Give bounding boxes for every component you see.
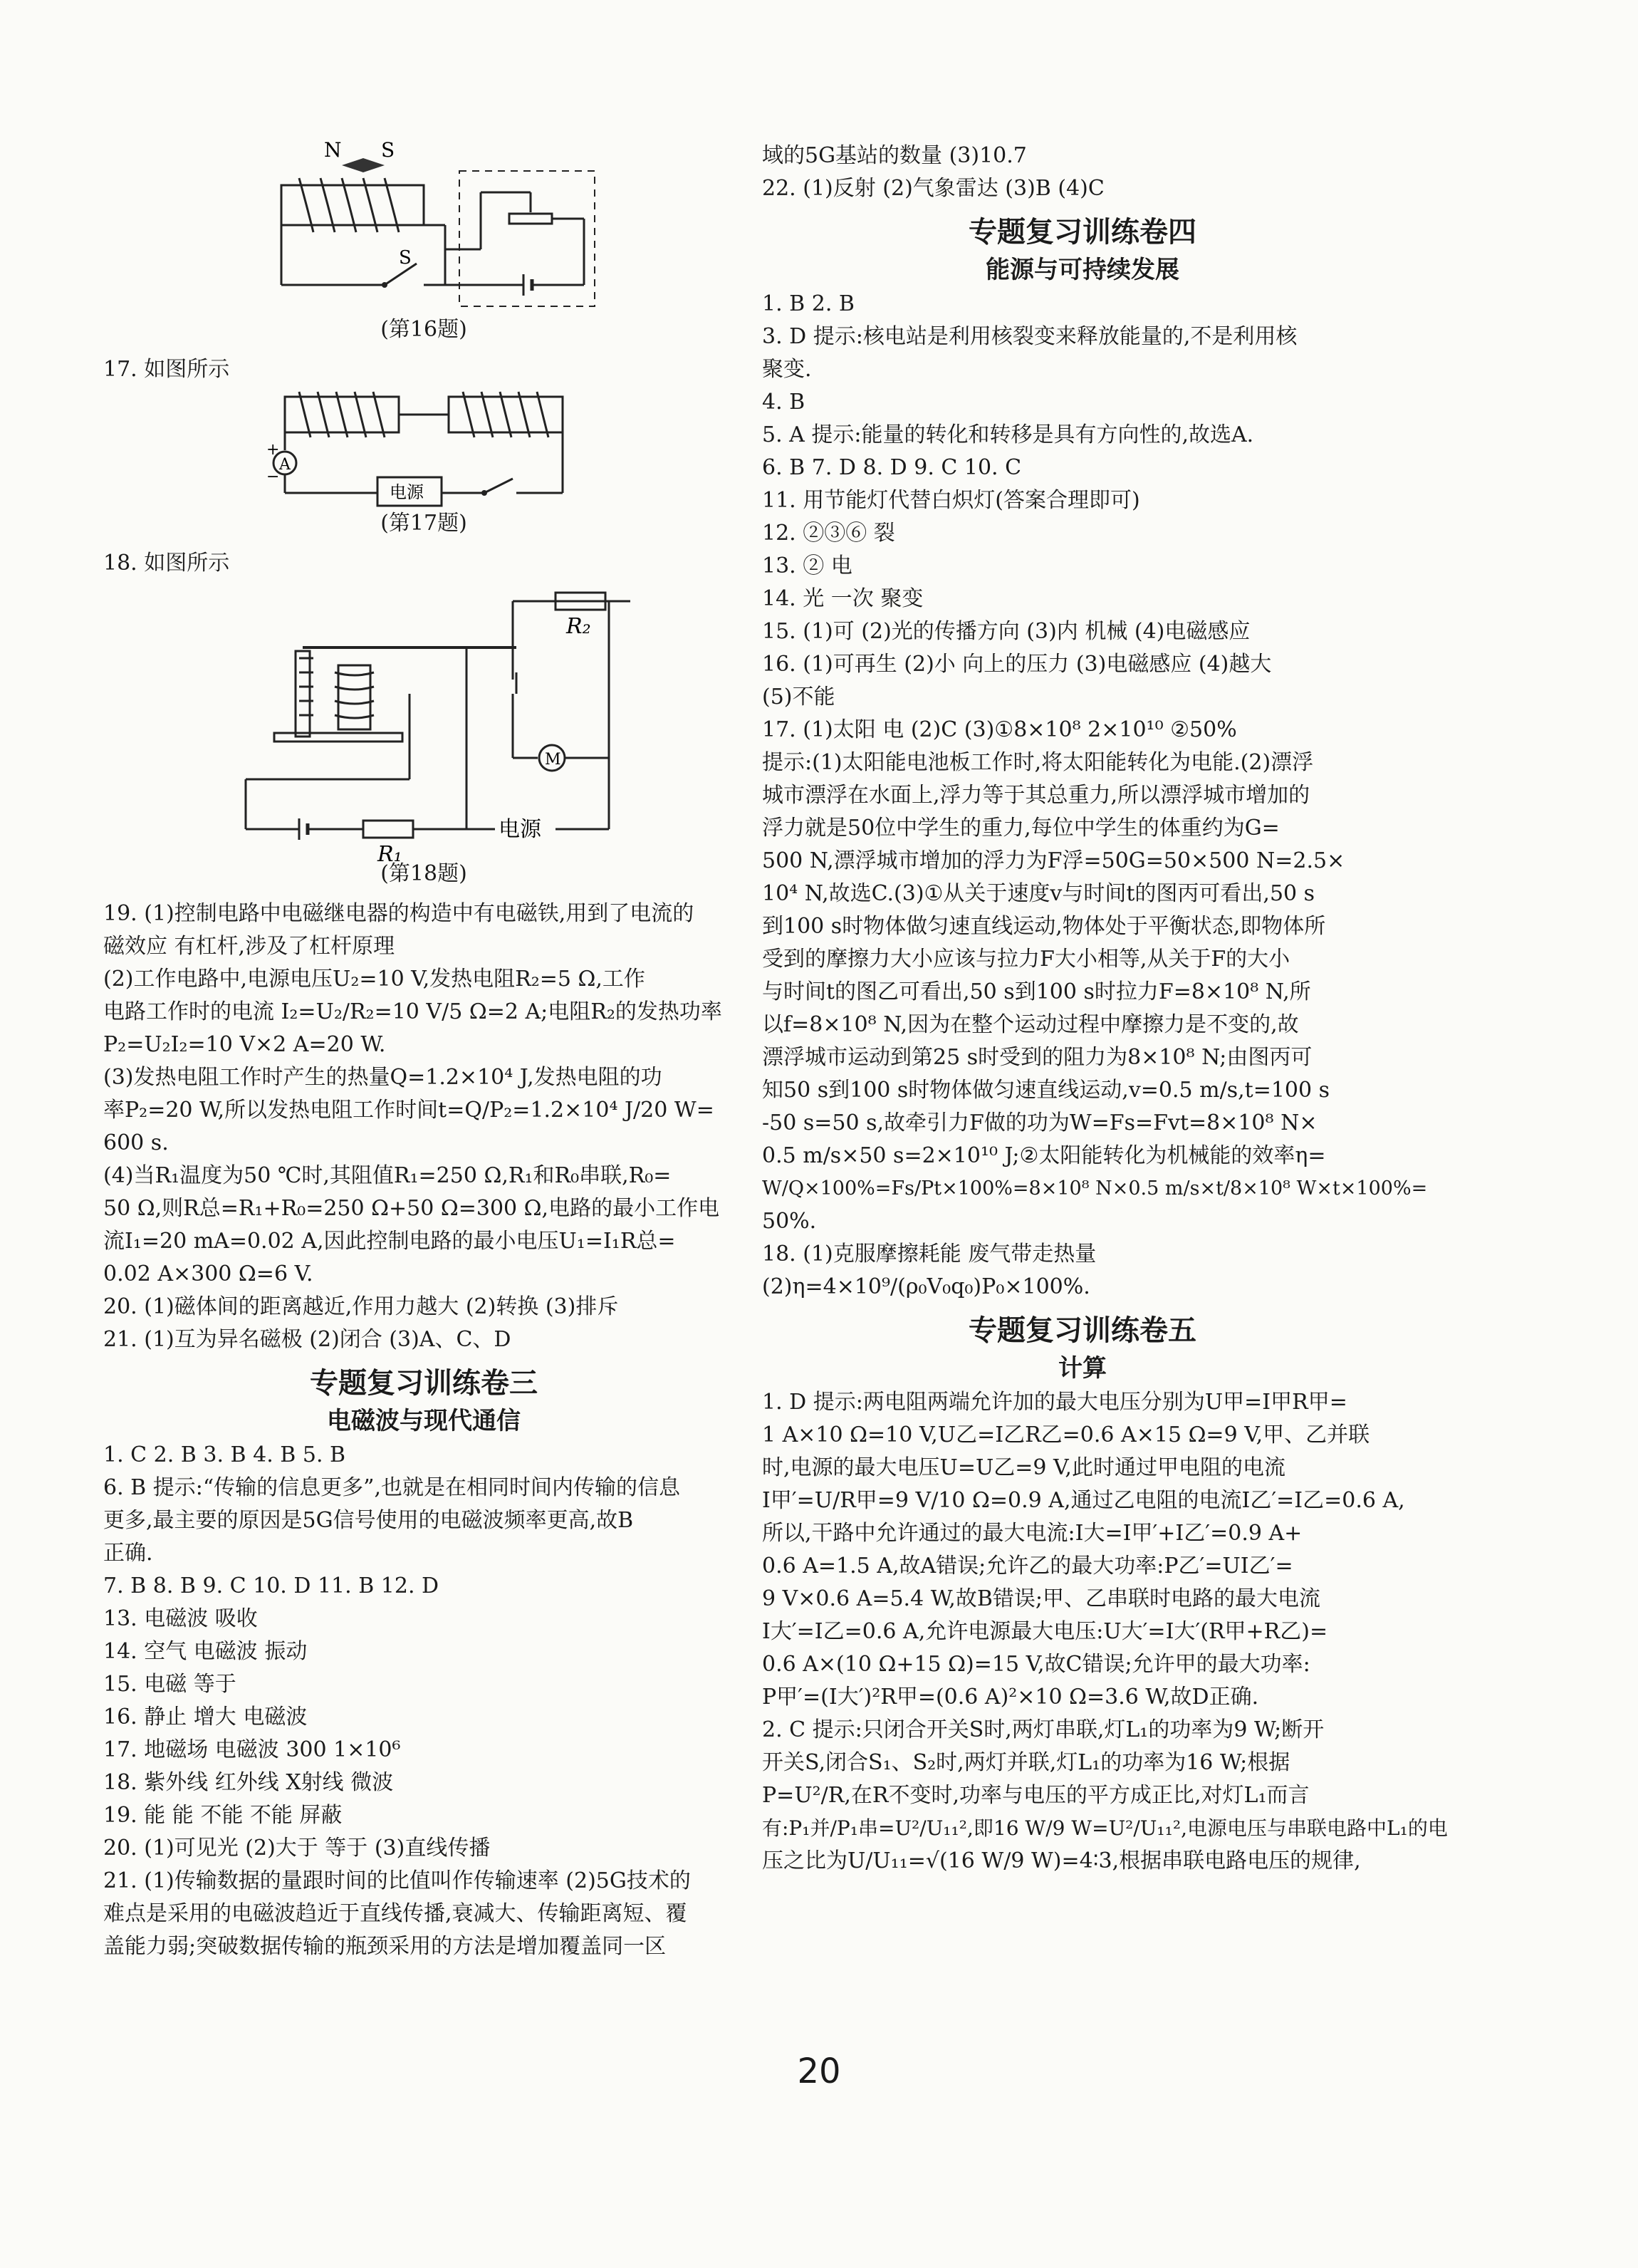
answer-line: (3)发热电阻工作时产生的热量Q=1.2×10⁴ J,发热电阻的功: [103, 1065, 662, 1090]
figure-17-circuit: [266, 386, 577, 507]
answer-line: 18. 紫外线 红外线 X射线 微波: [103, 1770, 394, 1795]
answer-line: 与时间t的图乙可看出,50 s到100 s时拉力F=8×10⁸ N,所: [762, 979, 1311, 1004]
answer-line: I大′=I乙=0.6 A,允许电源最大电压:U大′=I大′(R甲+R乙)=: [762, 1619, 1328, 1644]
answer-line: 500 N,漂浮城市增加的浮力为F浮=50G=50×500 N=2.5×: [762, 848, 1345, 873]
answer-line: 12. ②③⑥ 裂: [762, 521, 895, 546]
answer-line: 5. A 提示:能量的转化和转移是具有方向性的,故选A.: [762, 422, 1254, 447]
answer-line: 20. (1)可见光 (2)大于 等于 (3)直线传播: [103, 1836, 491, 1861]
answer-line: 19. (1)控制电路中电磁继电器的构造中有电磁铁,用到了电流的: [103, 901, 694, 926]
section-3-subtitle: 电磁波与现代通信: [327, 1407, 521, 1435]
answer-line: 域的5G基站的数量 (3)10.7: [762, 143, 1027, 168]
answer-line: 21. (1)互为异名磁极 (2)闭合 (3)A、C、D: [103, 1327, 511, 1352]
caption-18: (第18题): [380, 861, 467, 886]
answer-line: 18. (1)克服摩擦耗能 废气带走热量: [762, 1242, 1097, 1266]
answer-line: 6. B 提示:“传输的信息更多”,也就是在相同时间内传输的信息: [103, 1475, 681, 1500]
answer-line: 率P₂=20 W,所以发热电阻工作时间t=Q/P₂=1.2×10⁴ J/20 W=: [103, 1098, 714, 1123]
section-4-title: 专题复习训练卷四: [969, 216, 1196, 249]
answer-line: 16. (1)可再生 (2)小 向上的压力 (3)电磁感应 (4)越大: [762, 652, 1272, 677]
answer-line: 正确.: [103, 1541, 153, 1566]
answer-line: 到100 s时物体做匀速直线运动,物体处于平衡状态,即物体所: [762, 914, 1326, 939]
answer-line: 17. (1)太阳 电 (2)C (3)①8×10⁸ 2×10¹⁰ ②50%: [762, 717, 1237, 742]
figure-16-circuit: [239, 135, 609, 313]
answer-line: 流I₁=20 mA=0.02 A,因此控制电路的最小电压U₁=I₁R总=: [103, 1229, 676, 1254]
answer-line: 压之比为U/U₁₁=√(16 W/9 W)=4∶3,根据串联电路电压的规律,: [762, 1848, 1361, 1873]
section-3-title: 专题复习训练卷三: [310, 1367, 538, 1400]
answer-line: P₂=U₂I₂=10 V×2 A=20 W.: [103, 1032, 386, 1057]
answer-line: 50%.: [762, 1209, 817, 1234]
answer-line: 所以,干路中允许通过的最大电流:I大=I甲′+I乙′=0.9 A+: [762, 1521, 1303, 1546]
svg-text:−: −: [266, 468, 280, 486]
answer-line: 21. (1)传输数据的量跟时间的比值叫作传输速率 (2)5G技术的: [103, 1868, 691, 1893]
answer-line: 0.6 A=1.5 A,故A错误;允许乙的最大功率:P乙′=UI乙′=: [762, 1554, 1293, 1578]
section-5-subtitle: 计算: [1058, 1354, 1107, 1383]
answer-line: 10⁴ N,故选C.(3)①从关于速度v与时间t的图丙可看出,50 s: [762, 881, 1315, 906]
fig16-s-label: S: [381, 138, 395, 162]
answer-line: 开关S,闭合S₁、S₂时,两灯并联,灯L₁的功率为16 W;根据: [762, 1750, 1290, 1775]
answer-line: 电路工作时的电流 I₂=U₂/R₂=10 V/5 Ω=2 A;电阻R₂的发热功率: [103, 999, 722, 1024]
answer-line: P=U²/R,在R不变时,功率与电压的平方成正比,对灯L₁而言: [762, 1783, 1310, 1808]
answer-line: 0.5 m/s×50 s=2×10¹⁰ J;②太阳能转化为机械能的效率η=: [762, 1143, 1326, 1168]
answer-line: 22. (1)反射 (2)气象雷达 (3)B (4)C: [762, 176, 1105, 201]
answer-line: 城市漂浮在水面上,浮力等于其总重力,所以漂浮城市增加的: [762, 783, 1310, 808]
answer-line: (4)当R₁温度为50 ℃时,其阻值R₁=250 Ω,R₁和R₀串联,R₀=: [103, 1163, 672, 1188]
answer-line: 1. C 2. B 3. B 4. B 5. B: [103, 1442, 346, 1467]
figure-18-circuit: [231, 580, 616, 867]
answer-line: 4. B: [762, 390, 805, 415]
motor-label: M: [545, 751, 561, 769]
answer-line: 漂浮城市运动到第25 s时受到的阻力为8×10⁸ N;由图丙可: [762, 1045, 1313, 1070]
fig16-n-label: N: [324, 138, 342, 162]
answer-line: 1 A×10 Ω=10 V,U乙=I乙R乙=0.6 A×15 Ω=9 V,甲、乙并联: [762, 1422, 1370, 1447]
answer-line: 磁效应 有杠杆,涉及了杠杆原理: [103, 934, 395, 959]
fig18-source-label: 电源: [499, 817, 541, 842]
answer-line: 1. D 提示:两电阻两端允许加的最大电压分别为U甲=I甲R甲=: [762, 1390, 1347, 1415]
fig18-r1-label: R₁: [377, 842, 402, 867]
answer-block-section-5: [762, 1386, 1448, 1878]
answer-line: 15. 电磁 等于: [103, 1672, 236, 1697]
right-column: [762, 140, 1448, 1878]
ammeter-label: A: [279, 456, 291, 474]
answer-line: 有:P₁并/P₁串=U²/U₁₁²,即16 W/9 W=U²/U₁₁²,电源电压与串联电路中L₁的电: [762, 1816, 1448, 1840]
fig16-switch-label: S: [399, 247, 412, 269]
q18-text: 18. 如图所示: [103, 551, 230, 576]
answer-block-section-4: [762, 288, 1428, 1304]
section-5-title: 专题复习训练卷五: [969, 1314, 1196, 1347]
page-number: 20: [797, 2051, 841, 2091]
answer-line: 20. (1)磁体间的距离越近,作用力越大 (2)转换 (3)排斥: [103, 1294, 619, 1319]
answer-line: 15. (1)可 (2)光的传播方向 (3)内 机械 (4)电磁感应: [762, 619, 1251, 644]
answer-line: 19. 能 能 不能 不能 屏蔽: [103, 1803, 343, 1828]
answer-line: 提示:(1)太阳能电池板工作时,将太阳能转化为电能.(2)漂浮: [762, 750, 1314, 775]
left-column: [103, 135, 744, 1963]
answer-block-19-21: [103, 898, 744, 1356]
caption-16: (第16题): [380, 317, 467, 342]
caption-17: (第17题): [380, 511, 467, 536]
answer-line: 11. 用节能灯代替白炽灯(答案合理即可): [762, 488, 1140, 513]
answer-line: 难点是采用的电磁波趋近于直线传播,衰减大、传输距离短、覆: [103, 1901, 687, 1926]
answer-line: 0.02 A×300 Ω=6 V.: [103, 1262, 313, 1286]
q17-text: 17. 如图所示: [103, 357, 230, 382]
answer-line: (2)η=4×10⁹/(ρ₀V₀q₀)P₀×100%.: [762, 1274, 1090, 1299]
fig17-source-label: 电源: [390, 482, 424, 502]
compass-needle-icon: [342, 158, 385, 172]
answer-line: 50 Ω,则R总=R₁+R₀=250 Ω+50 Ω=300 Ω,电路的最小工作电: [103, 1196, 720, 1221]
answer-line: 13. 电磁波 吸收: [103, 1606, 258, 1631]
answer-line: (2)工作电路中,电源电压U₂=10 V,发热电阻R₂=5 Ω,工作: [103, 967, 645, 992]
answer-line: 13. ② 电: [762, 553, 852, 578]
answer-line: -50 s=50 s,故牵引力F做的功为W=Fs=Fvt=8×10⁸ N×: [762, 1110, 1318, 1135]
answer-line: 更多,最主要的原因是5G信号使用的电磁波频率更高,故B: [103, 1508, 634, 1533]
answer-line: 14. 光 一次 聚变: [762, 586, 924, 611]
answer-line: 聚变.: [762, 357, 812, 382]
answer-line: 16. 静止 增大 电磁波: [103, 1705, 308, 1729]
answer-line: 盖能力弱;突破数据传输的瓶颈采用的方法是增加覆盖同一区: [103, 1934, 667, 1959]
answer-line: P甲′=(I大′)²R甲=(0.6 A)²×10 Ω=3.6 W,故D正确.: [762, 1685, 1259, 1710]
answer-line: 知50 s到100 s时物体做匀速直线运动,v=0.5 m/s,t=100 s: [762, 1078, 1330, 1103]
fig18-r2-label: R₂: [566, 614, 591, 639]
answer-line: W/Q×100%=Fs/Pt×100%=8×10⁸ N×0.5 m/s×t/8×10⁸ W×t×100%=: [762, 1177, 1428, 1200]
answer-line: 0.6 A×(10 Ω+15 Ω)=15 V,故C错误;允许甲的最大功率:: [762, 1652, 1310, 1677]
answer-line: 7. B 8. B 9. C 10. D 11. B 12. D: [103, 1573, 439, 1598]
answer-line: 受到的摩擦力大小应该与拉力F大小相等,从关于F的大小: [762, 947, 1290, 972]
answer-line: 9 V×0.6 A=5.4 W,故B错误;甲、乙串联时电路的最大电流: [762, 1586, 1320, 1611]
answer-line: 以f=8×10⁸ N,因为在整个运动过程中摩擦力是不变的,故: [762, 1012, 1299, 1037]
answer-line: 600 s.: [103, 1130, 169, 1155]
svg-text:+: +: [266, 441, 280, 459]
answer-line: 2. C 提示:只闭合开关S时,两灯串联,灯L₁的功率为9 W;断开: [762, 1717, 1325, 1742]
answer-line: (5)不能: [762, 685, 835, 709]
answer-line: 时,电源的最大电压U=U乙=9 V,此时通过甲电阻的电流: [762, 1455, 1285, 1480]
answer-block-section-3: [103, 1439, 744, 1963]
answer-line: I甲′=U/R甲=9 V/10 Ω=0.9 A,通过乙电阻的电流I乙′=I乙=0.6 A,: [762, 1488, 1405, 1513]
answer-line: 6. B 7. D 8. D 9. C 10. C: [762, 455, 1022, 480]
answer-line: 14. 空气 电磁波 振动: [103, 1639, 308, 1664]
answer-line: 1. B 2. B: [762, 291, 855, 316]
answer-line: 17. 地磁场 电磁波 300 1×10⁶: [103, 1737, 401, 1762]
section-4-subtitle: 能源与可持续发展: [986, 256, 1179, 284]
answer-line: 浮力就是50位中学生的重力,每位中学生的体重约为G=: [762, 816, 1280, 841]
answer-line: 3. D 提示:核电站是利用核裂变来释放能量的,不是利用核: [762, 324, 1298, 349]
